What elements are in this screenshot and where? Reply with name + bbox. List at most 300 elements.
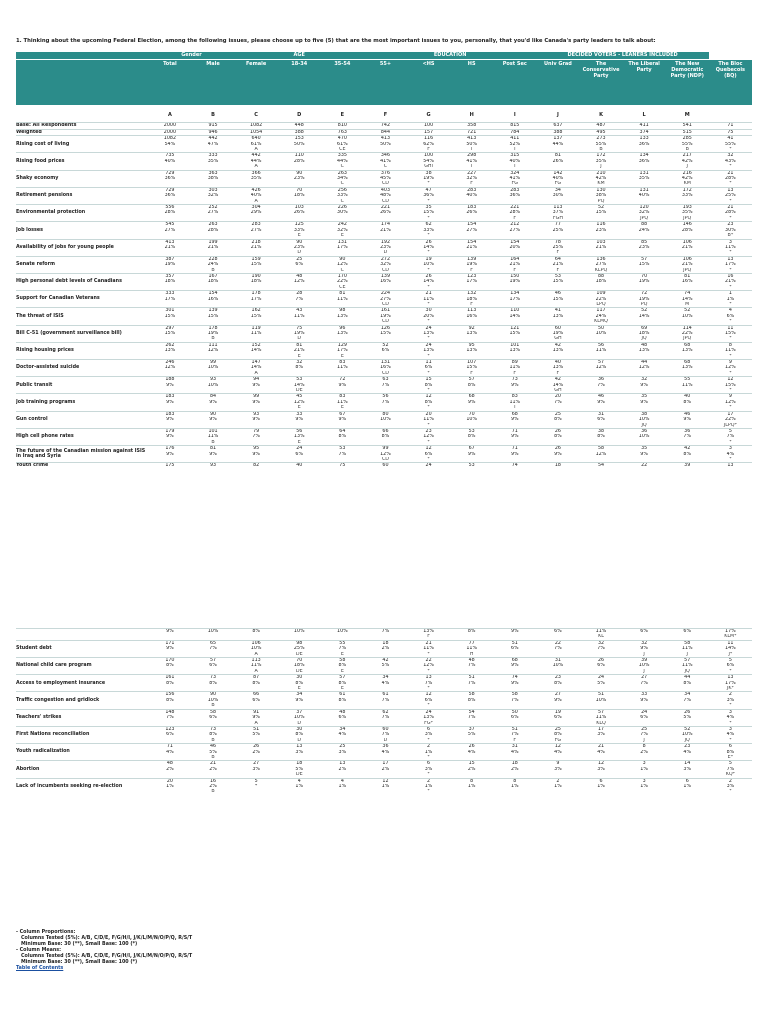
- significance-cell: E: [297, 686, 301, 692]
- percent-cell: 17%: [250, 296, 262, 302]
- count-cell: 20: [407, 411, 450, 417]
- count-cell: 366: [235, 170, 278, 176]
- table-row: [16, 629, 752, 635]
- count-cell: 53: [450, 428, 493, 434]
- count-cell: 83: [321, 360, 364, 366]
- percent-cell: 40%: [638, 193, 650, 199]
- percent-cell: 19%: [552, 331, 564, 336]
- percent-cell: 5%: [381, 663, 390, 669]
- percent-cell: 7%: [381, 715, 390, 721]
- count-cell: 34: [364, 675, 407, 681]
- count-cell: 110: [278, 153, 321, 159]
- count-cell: 162: [235, 308, 278, 314]
- percent-cell: 11%: [337, 365, 348, 371]
- count-cell: 3: [709, 446, 752, 452]
- column-letter: E: [340, 112, 345, 118]
- count-cell: 41: [536, 308, 579, 314]
- count-cell: 24: [407, 342, 450, 348]
- percent-cell: 7%: [424, 680, 433, 686]
- count-cell: 161: [364, 308, 407, 314]
- significance-cell: F: [556, 267, 560, 273]
- significance-cell: CE: [339, 147, 346, 152]
- count-cell: 33: [623, 692, 666, 698]
- percent-cell: 8%: [683, 399, 692, 405]
- column-letter: I: [513, 112, 516, 118]
- count-cell: 175: [148, 463, 191, 469]
- percent-cell: 18%: [207, 279, 219, 285]
- count-cell: 17%: [709, 629, 752, 635]
- significance-cell: C: [340, 267, 345, 273]
- significance-cell: GH: [554, 336, 562, 342]
- significance-cell: F: [470, 301, 474, 307]
- significance-cell: *: [729, 353, 732, 359]
- count-cell: 60: [536, 325, 579, 331]
- count-cell: 242: [321, 222, 364, 228]
- count-cell: 57: [579, 360, 622, 366]
- count-cell: 26: [407, 273, 450, 279]
- column-header: Univ Grad: [536, 60, 579, 106]
- significance-cell: C: [340, 164, 345, 170]
- percent-cell: 62%: [423, 141, 434, 147]
- significance-cell: [148, 789, 191, 794]
- significance-cell: DE: [295, 668, 303, 674]
- row-label: Abortion: [16, 761, 148, 778]
- percent-cell: 8%: [209, 732, 217, 738]
- footer-line: - Column Means:: [16, 948, 62, 953]
- percent-cell: 55%: [725, 141, 736, 147]
- footer-line: Columns Tested (5%): A/B, C/D/E, F/G/H/I, J/K/L/M/N/O/P/Q, R/S/T: [16, 954, 193, 959]
- table-footer: [16, 930, 416, 972]
- significance-cell: *: [729, 668, 732, 674]
- count-cell: 101: [191, 428, 234, 434]
- count-cell: 21: [407, 640, 450, 646]
- group-header: DECIDED VOTERS - LEANERS INCLUDED: [536, 52, 708, 60]
- significance-cell: F: [513, 737, 517, 743]
- count-cell: 81: [278, 342, 321, 348]
- count-cell: 81: [536, 153, 579, 159]
- count-cell: 57: [623, 256, 666, 262]
- percent-cell: 8%: [209, 680, 217, 686]
- percent-cell: 44%: [250, 158, 262, 164]
- percent-cell: 25%: [552, 244, 564, 250]
- percent-cell: 38%: [595, 193, 607, 199]
- percent-cell: 1%: [597, 783, 605, 789]
- percent-cell: 33%: [337, 193, 348, 199]
- count-cell: 2: [407, 778, 450, 784]
- count-cell: 93: [191, 377, 234, 383]
- count-cell: 27: [235, 761, 278, 767]
- count-cell: 77: [450, 640, 493, 646]
- significance-cell: *: [427, 370, 430, 376]
- significance-cell: LPQ: [596, 301, 606, 307]
- column-header: The New Democratic Party (NDP): [666, 60, 709, 106]
- significance-cell: I: [514, 405, 516, 411]
- count-cell: 39: [666, 463, 709, 469]
- percent-cell: 23%: [638, 244, 650, 250]
- percent-cell: 11%: [293, 313, 305, 319]
- percent-cell: 9%: [295, 697, 304, 703]
- percent-cell: 22%: [337, 279, 348, 285]
- count-cell: 61: [321, 692, 364, 698]
- count-cell: 357: [148, 273, 191, 279]
- significance-cell: *: [729, 164, 732, 170]
- percent-cell: 11%: [595, 715, 607, 721]
- count-cell: 56: [278, 428, 321, 434]
- percent-cell: 36%: [638, 158, 650, 164]
- count-cell: 68: [493, 411, 536, 417]
- count-cell: 387: [148, 256, 191, 262]
- count-cell: 263: [191, 222, 234, 228]
- row-label: Rising cost of living: [16, 136, 148, 153]
- significance-cell: *: [729, 405, 732, 411]
- count-cell: 126: [364, 325, 407, 331]
- percent-cell: 10%: [207, 382, 219, 388]
- percent-cell: 9%: [467, 399, 476, 405]
- count-cell: 246: [148, 360, 191, 366]
- significance-cell: J: [643, 737, 645, 743]
- count-cell: 515: [666, 129, 709, 136]
- count-cell: 71: [148, 744, 191, 750]
- column-header-row: [16, 60, 752, 106]
- significance-cell: CD: [381, 198, 389, 204]
- percent-cell: 9%: [166, 451, 174, 457]
- column-letter: [16, 110, 148, 120]
- percent-cell: 9%: [640, 646, 648, 652]
- count-cell: 156: [148, 692, 191, 698]
- count-cell: 22: [536, 640, 579, 646]
- table-row: [16, 136, 752, 142]
- table-row: [16, 463, 752, 469]
- significance-cell: DE: [295, 388, 303, 394]
- percent-cell: 12%: [725, 365, 736, 371]
- significance-cell: *: [729, 267, 732, 273]
- significance-cell: *: [427, 789, 430, 795]
- column-header: Male: [191, 60, 234, 106]
- row-label: Rising food prices: [16, 153, 148, 170]
- row-label: Environmental protection: [16, 205, 148, 222]
- percent-cell: 10%: [595, 697, 607, 703]
- percent-cell: 14%: [293, 382, 305, 388]
- percent-cell: 9%: [166, 434, 174, 440]
- count-cell: 48: [321, 709, 364, 715]
- percent-cell: 27%: [164, 227, 176, 233]
- percent-cell: 4%: [338, 732, 347, 738]
- count-cell: 8: [493, 778, 536, 784]
- percent-cell: 15%: [207, 313, 219, 319]
- count-cell: 53: [536, 273, 579, 279]
- count-cell: 25: [623, 726, 666, 732]
- percent-cell: 10%: [638, 434, 650, 440]
- count-cell: 106: [666, 239, 709, 245]
- count-cell: 12: [536, 744, 579, 750]
- percent-cell: 9%: [683, 417, 692, 423]
- percent-cell: 12%: [164, 365, 176, 371]
- count-cell: 48: [148, 761, 191, 767]
- percent-cell: 11%: [725, 244, 736, 250]
- percent-cell: 18%: [164, 279, 176, 285]
- count-cell: 48: [623, 342, 666, 348]
- count-cell: 18: [536, 463, 579, 469]
- count-cell: 61: [364, 692, 407, 698]
- count-cell: 6: [579, 778, 622, 784]
- count-cell: 13: [321, 761, 364, 767]
- count-cell: 6%: [623, 629, 666, 635]
- significance-cell: *: [427, 336, 430, 342]
- percent-cell: 5%: [683, 715, 692, 721]
- percent-cell: 3%: [424, 766, 433, 772]
- percent-cell: 9%: [209, 451, 217, 457]
- count-cell: 90: [278, 170, 321, 176]
- count-cell: 90: [321, 256, 364, 262]
- count-cell: 36: [666, 428, 709, 434]
- percent-cell: 7%: [597, 646, 605, 652]
- percent-cell: 38%: [207, 176, 219, 182]
- count-cell: 139: [450, 256, 493, 262]
- count-cell: 12: [407, 446, 450, 452]
- count-cell: 46: [666, 411, 709, 417]
- column-letter: B: [211, 112, 215, 118]
- column-header: Post Sec: [493, 60, 536, 106]
- significance-cell: E: [340, 233, 344, 239]
- percent-cell: 33%: [423, 227, 434, 233]
- percent-cell: 27%: [595, 262, 607, 268]
- percent-cell: 21%: [164, 244, 176, 250]
- count-cell: 55: [666, 377, 709, 383]
- count-cell: 283: [493, 187, 536, 193]
- percent-cell: 11%: [466, 646, 478, 652]
- count-cell: 93: [235, 411, 278, 417]
- percent-cell: 8%: [338, 680, 347, 686]
- count-cell: 12: [407, 394, 450, 400]
- count-cell: 113: [450, 308, 493, 314]
- percent-cell: 1%: [295, 783, 304, 789]
- count-cell: 92: [450, 325, 493, 331]
- significance-cell: F: [513, 267, 517, 273]
- percent-cell: 8%: [166, 680, 174, 686]
- count-cell: 35: [407, 205, 450, 211]
- count-cell: 90: [278, 239, 321, 245]
- row-label: Teachers' strikes: [16, 709, 148, 726]
- percent-cell: 8%: [467, 382, 476, 388]
- column-letter: M: [684, 112, 690, 118]
- count-cell: 25: [536, 726, 579, 732]
- percent-cell: 6%: [252, 697, 260, 703]
- count-cell: 48: [450, 658, 493, 664]
- percent-cell: 9%: [295, 417, 304, 423]
- percent-cell: 43%: [725, 158, 736, 164]
- percent-cell: 10%: [293, 715, 305, 721]
- percent-cell: 9%: [554, 697, 562, 703]
- count-cell: 283: [235, 222, 278, 228]
- percent-cell: 2%: [467, 766, 476, 772]
- percent-cell: 9%: [209, 399, 217, 405]
- percent-cell: 32%: [638, 210, 650, 216]
- percent-cell: 40%: [466, 193, 478, 199]
- significance-cell: JQ: [641, 422, 647, 428]
- percent-cell: 7%: [295, 296, 304, 302]
- percent-cell: 16%: [466, 313, 478, 319]
- count-cell: 6%: [666, 629, 709, 635]
- significance-cell: D: [297, 250, 302, 256]
- significance-cell: *: [729, 250, 732, 256]
- significance-cell: E*: [727, 754, 734, 760]
- percent-cell: 1%: [467, 783, 476, 789]
- count-cell: 94: [235, 377, 278, 383]
- percent-cell: 23%: [595, 227, 607, 233]
- significance-cell: FG: [511, 181, 519, 187]
- count-cell: 13: [709, 463, 752, 469]
- percent-cell: 24%: [595, 313, 607, 319]
- count-cell: 31: [579, 411, 622, 417]
- percent-cell: 61%: [250, 141, 262, 147]
- count-cell: 442: [235, 153, 278, 159]
- percent-cell: 7%: [467, 663, 476, 669]
- count-cell: 34: [321, 726, 364, 732]
- percent-cell: 13%: [337, 331, 348, 336]
- percent-cell: 9%: [510, 451, 519, 457]
- significance-cell: CD: [381, 301, 389, 307]
- count-cell: 164: [493, 256, 536, 262]
- table-row: [16, 291, 752, 297]
- column-header: 35-54: [321, 60, 364, 106]
- percent-cell: 8%: [166, 697, 174, 703]
- count-cell: 103: [278, 205, 321, 211]
- count-cell: 6%: [536, 629, 579, 635]
- percent-cell: 19%: [509, 279, 521, 285]
- row-label: First Nations reconciliation: [16, 726, 148, 743]
- count-cell: 77: [536, 222, 579, 228]
- count-cell: 174: [364, 222, 407, 228]
- percent-cell: 13%: [423, 348, 434, 354]
- percent-cell: 7%: [640, 732, 648, 738]
- count-cell: 262: [148, 342, 191, 348]
- table-row: [16, 123, 752, 130]
- count-cell: 58: [191, 709, 234, 715]
- percent-cell: 11%: [423, 296, 434, 302]
- count-cell: 63: [364, 377, 407, 383]
- percent-cell: 10%: [638, 417, 650, 423]
- significance-cell: D: [297, 336, 302, 342]
- significance-cell: DE: [295, 772, 303, 778]
- count-cell: 146: [666, 222, 709, 228]
- count-cell: 32: [709, 153, 752, 159]
- count-cell: 23: [666, 744, 709, 750]
- count-cell: 6: [407, 726, 450, 732]
- significance-cell: *: [729, 301, 732, 307]
- significance-cell: *: [427, 353, 430, 359]
- count-cell: 763: [321, 129, 364, 136]
- count-cell: 103: [579, 239, 622, 245]
- count-cell: 3: [623, 778, 666, 784]
- percent-cell: 19%: [207, 331, 219, 336]
- percent-cell: 10%: [552, 663, 564, 669]
- significance-cell: M: [685, 301, 690, 307]
- significance-cell: *: [729, 737, 732, 743]
- count-cell: 13: [709, 256, 752, 262]
- percent-cell: 7%: [252, 434, 260, 440]
- significance-cell: E: [297, 233, 301, 239]
- count-cell: 7%: [364, 629, 407, 635]
- question-text: 1. Thinking about the upcoming Federal Election, among the following issues, please choose up to five (5) that are the most important issues to you, personally, that you'd like Canada's party leaders to talk about:: [16, 38, 656, 44]
- percent-cell: 26%: [293, 210, 305, 216]
- count-cell: 1: [709, 291, 752, 297]
- column-header: Total: [148, 60, 191, 106]
- count-cell: 18: [364, 640, 407, 646]
- count-cell: 131: [364, 360, 407, 366]
- count-cell: 139: [364, 273, 407, 279]
- percent-cell: 42%: [681, 176, 693, 182]
- percent-cell: 12%: [423, 663, 434, 669]
- count-cell: 784: [493, 129, 536, 136]
- count-cell: 23: [709, 222, 752, 228]
- count-cell: 217: [666, 153, 709, 159]
- count-cell: 333: [191, 153, 234, 159]
- count-cell: 40: [666, 394, 709, 400]
- percent-cell: 7%: [338, 646, 347, 652]
- percent-cell: 1%: [166, 783, 174, 789]
- count-cell: 28: [278, 291, 321, 297]
- count-cell: 324: [493, 170, 536, 176]
- count-cell: 130: [579, 187, 622, 193]
- significance-cell: [321, 789, 364, 794]
- count-cell: 51: [493, 640, 536, 646]
- count-cell: 58: [493, 692, 536, 698]
- count-cell: 210: [579, 170, 622, 176]
- significance-cell: *: [729, 370, 732, 376]
- count-cell: 55: [321, 640, 364, 646]
- percent-cell: 52%: [509, 141, 521, 147]
- percent-cell: 28%: [207, 227, 219, 233]
- count-cell: 56: [364, 394, 407, 400]
- count-cell: 9%: [493, 629, 536, 635]
- percent-cell: 14%: [423, 279, 434, 285]
- percent-cell: 17%: [509, 296, 521, 302]
- percent-cell: 13%: [509, 348, 521, 354]
- count-cell: 6: [407, 761, 450, 767]
- significance-cell: J*: [728, 651, 733, 657]
- percent-cell: 4%: [726, 451, 735, 457]
- percent-cell: 41%: [509, 176, 521, 182]
- percent-cell: 4%: [726, 715, 735, 721]
- percent-cell: 32%: [337, 227, 348, 233]
- percent-cell: 19%: [638, 296, 650, 302]
- count-cell: 221: [493, 205, 536, 211]
- count-cell: 30: [278, 726, 321, 732]
- percent-cell: 7%: [726, 766, 735, 772]
- significance-cell: FG*: [424, 720, 433, 726]
- count-cell: 24: [407, 709, 450, 715]
- count-cell: 60: [364, 726, 407, 732]
- percent-cell: 11%: [423, 417, 434, 423]
- percent-cell: 55%: [681, 141, 693, 147]
- percent-cell: 40%: [552, 176, 564, 182]
- count-cell: 72: [623, 291, 666, 297]
- table-section-1: [16, 122, 752, 469]
- percent-cell: 3%: [597, 732, 605, 738]
- significance-cell: CD: [381, 319, 389, 325]
- row-label: Traffic congestion and gridlock: [16, 692, 148, 709]
- table-of-contents-link[interactable]: Table of Contents: [16, 966, 64, 971]
- significance-cell: JQ: [684, 737, 690, 743]
- count-cell: 32: [623, 640, 666, 646]
- percent-cell: 15%: [164, 313, 176, 319]
- count-cell: 541: [666, 123, 709, 130]
- count-cell: 150: [493, 273, 536, 279]
- percent-cell: 2%: [209, 783, 217, 789]
- percent-cell: 15%: [466, 365, 478, 371]
- percent-cell: 13%: [638, 348, 650, 354]
- count-cell: 116: [579, 222, 622, 228]
